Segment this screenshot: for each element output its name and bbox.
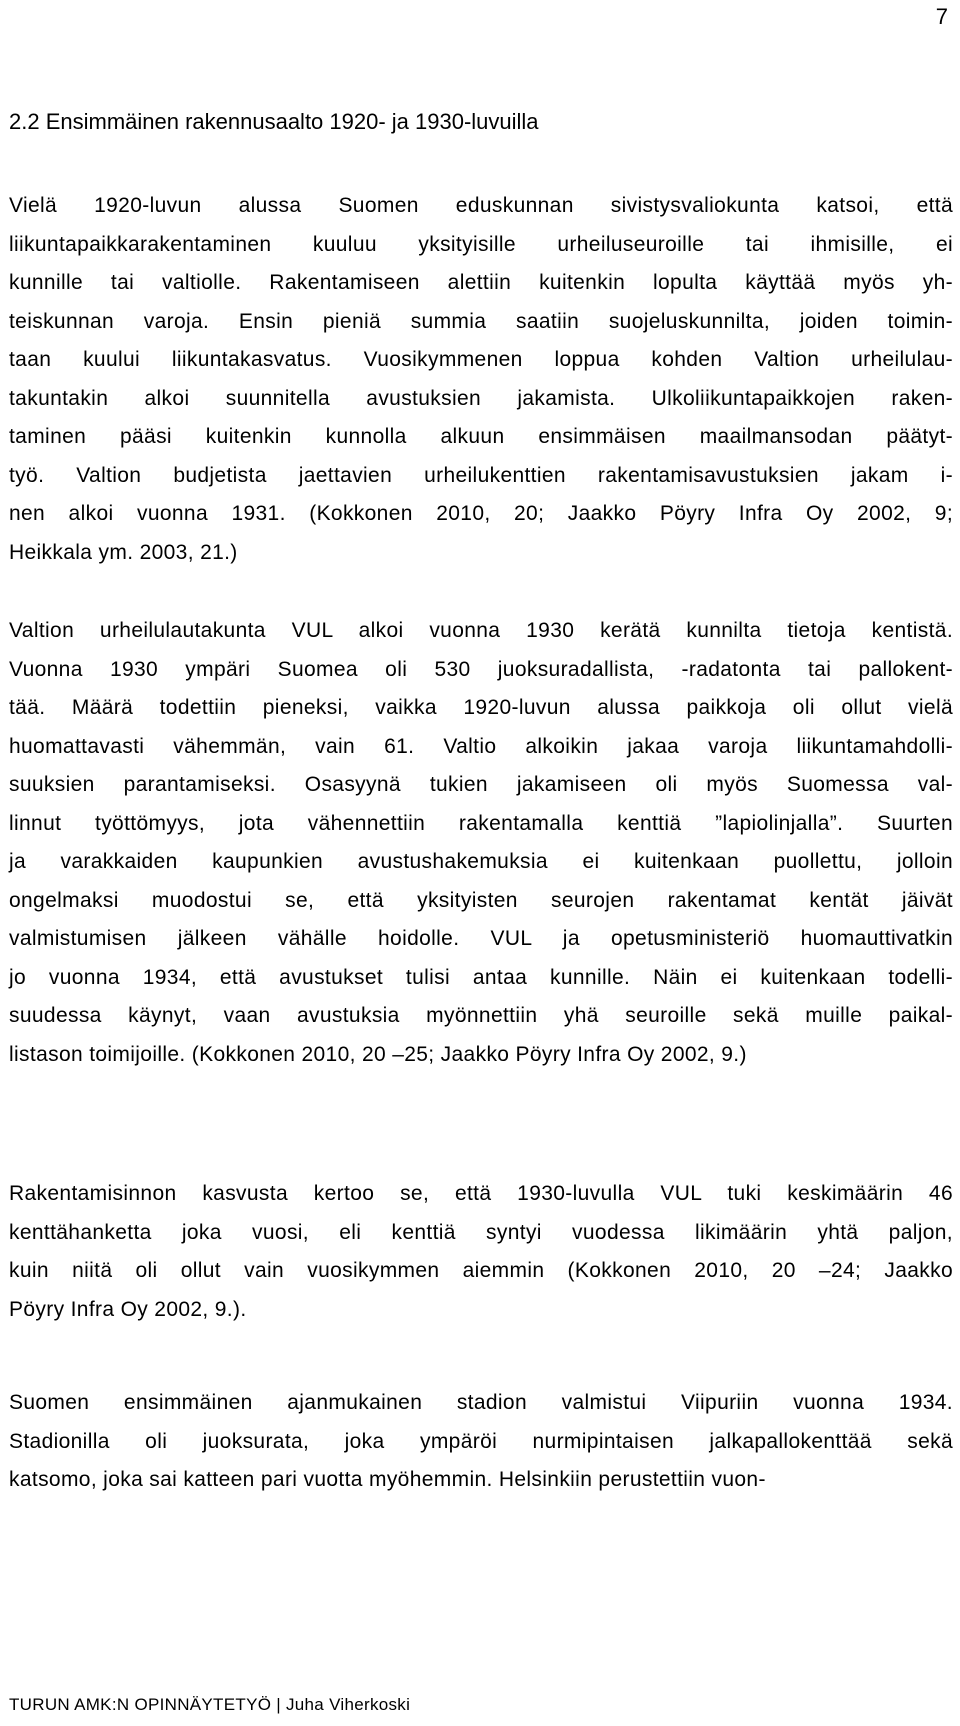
section-heading: 2.2 Ensimmäinen rakennusaalto 1920- ja 1930-luvuilla	[9, 109, 539, 134]
text-line: jo vuonna 1934, että avustukset tulisi antaa kunnille. Näin ei kuitenkaan todelli-	[9, 965, 953, 989]
paragraph	[9, 1175, 953, 1329]
text-line: taminen pääsi kuitenkin kunnolla alkuun ensimmäisen maailmansodan päätyt-	[9, 425, 953, 448]
text-line: työ. Valtion budjetista jaettavien urheilukenttien rakentamisavustuksien jakam i-	[9, 463, 953, 487]
text-line: kuin niitä oli ollut vain vuosikymmen aiemmin (Kokkonen 2010, 20 –24; Jaakko	[9, 1259, 953, 1282]
text-line: listason toimijoille. (Kokkonen 2010, 20 –25; Jaakko Pöyry Infra Oy 2002, 9.)	[9, 1042, 747, 1066]
text-line: Rakentamisinnon kasvusta kertoo se, että 1930-luvulla VUL tuki keskimäärin 46	[9, 1182, 953, 1205]
text-line: suudessa käynyt, vaan avustuksia myönnettiin yhä seuroille sekä muille paikal-	[9, 1004, 953, 1027]
page-number: 7	[935, 4, 948, 29]
text-line: kenttähanketta joka vuosi, eli kenttiä syntyi vuodessa likimäärin yhtä paljon,	[9, 1220, 953, 1244]
text-line: huomattavasti vähemmän, vain 61. Valtio alkoikin jakaa varoja liikuntamahdolli-	[9, 734, 953, 758]
paragraph	[9, 1384, 953, 1500]
text-line: Valtion urheilulautakunta VUL alkoi vuonna 1930 kerätä kunnilta tietoja kentistä.	[9, 619, 953, 642]
paragraph	[9, 187, 953, 572]
text-line: taan kuului liikuntakasvatus. Vuosikymmenen loppua kohden Valtion urheilulau-	[9, 348, 953, 371]
text-line: nen alkoi vuonna 1931. (Kokkonen 2010, 20; Jaakko Pöyry Infra Oy 2002, 9;	[9, 502, 953, 525]
text-line: ja varakkaiden kaupunkien avustushakemuksia ei kuitenkaan puollettu, jolloin	[9, 850, 953, 873]
footer: TURUN AMK:N OPINNÄYTETYÖ | Juha Viherkoski	[9, 1695, 411, 1714]
text-line: Pöyry Infra Oy 2002, 9.).	[9, 1297, 247, 1321]
text-line: valmistumisen jälkeen vähälle hoidolle. VUL ja opetusministeriö huomauttivatkin	[9, 927, 953, 950]
text-line: Vuonna 1930 ympäri Suomea oli 530 juoksuradallista, -radatonta tai pallokent-	[9, 657, 953, 681]
text-line: ongelmaksi muodostui se, että yksityisten seurojen rakentamat kentät jäivät	[9, 888, 953, 912]
text-line: Heikkala ym. 2003, 21.)	[9, 540, 238, 564]
text-line: Stadionilla oli juoksurata, joka ympäröi nurmipintaisen jalkapallokenttää sekä	[9, 1429, 953, 1453]
text-line: teiskunnan varoja. Ensin pieniä summia saatiin suojeluskunnilta, joiden toimin-	[9, 309, 953, 333]
text-line: kunnille tai valtiolle. Rakentamiseen alettiin kuitenkin lopulta käyttää myös yh-	[9, 271, 953, 294]
text-line: Suomen ensimmäinen ajanmukainen stadion valmistui Viipuriin vuonna 1934.	[9, 1391, 953, 1414]
text-line: linnut työttömyys, jota vähennettiin rakentamalla kenttiä ”lapiolinjalla”. Suurten	[9, 811, 953, 835]
text-line: takuntakin alkoi suunnitella avustuksien jakamista. Ulkoliikuntapaikkojen raken-	[9, 386, 953, 410]
text-line: liikuntapaikkarakentaminen kuuluu yksityisille urheiluseuroille tai ihmisille, ei	[9, 232, 953, 256]
text-line: katsomo, joka sai katteen pari vuotta myöhemmin. Helsinkiin perustettiin vuon-	[9, 1468, 766, 1491]
text-line: tää. Määrä todettiin pieneksi, vaikka 1920-luvun alussa paikkoja oli ollut vielä	[9, 696, 953, 719]
paragraph	[9, 612, 953, 1074]
text-line: suuksien parantamiseksi. Osasyynä tukien jakamiseen oli myös Suomessa val-	[9, 773, 953, 796]
text-line: Vielä 1920-luvun alussa Suomen eduskunnan sivistysvaliokunta katsoi, että	[9, 194, 953, 217]
